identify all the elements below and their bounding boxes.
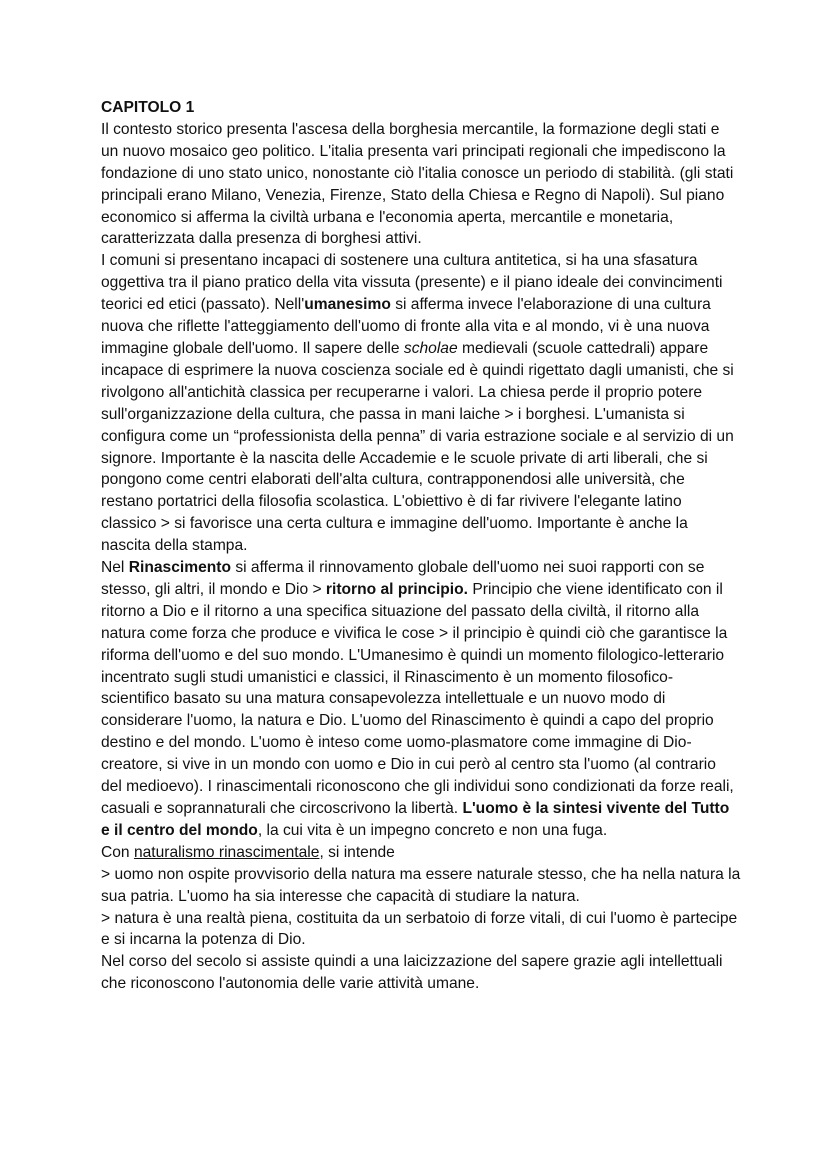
term-rinascimento: Rinascimento xyxy=(128,559,231,577)
chapter-heading: CAPITOLO 1 xyxy=(101,99,195,116)
term-naturalismo-rinascimentale: naturalismo rinascimentale xyxy=(133,843,320,861)
bullet-uomo: > uomo non ospite provvisorio della natura ma essere naturale stesso, che ha nella natura la sua patria. L'uomo ha sia interesse che capacità di studiare la natura. xyxy=(101,865,741,905)
text-run: , la cui vita è un impegno concreto e non una fuga. xyxy=(257,821,608,839)
bullet-natura: > natura è una realtà piena, costituita da un serbatoio di forze vitali, di cui l'uomo è partecipe e si incarna la potenza di Dio. xyxy=(101,909,738,949)
text-run: si afferma invece l'elaborazione di una cultura nuova che riflette l'atteggiamento dell'uomo di fronte alla vita e al mondo, vi è una nuova immagine globale dell'uomo. Il sapere delle xyxy=(101,296,711,357)
paragraph-humanism xyxy=(101,250,741,557)
text-run: medievali (scuole cattedrali) appare incapace di esprimere la nuova coscienza sociale ed è quindi rigettato dagli umanisti, che si rivolgono all'antichità classica per recuperarne i valori. La chiesa perde il proprio potere sull'organizzazione della cultura, che passa in mani laiche > i borghesi. L'umanista si configura come un “professionista della penna” di varia estrazione sociale e al servizio di un signore. Importante è la nascita delle Accademie e le scuole private di arti liberali, che si pongono come centri elaborati dell'alta cultura, contrapponendosi alle università, che restano portatrici della filosofia scolastica. L'obiettivo è di far rivivere l'elegante latino classico > si favorisce una certa cultura e immagine dell'uomo. Importante è anche la nascita della stampa. xyxy=(101,339,734,555)
paragraph-naturalism-intro xyxy=(101,842,741,864)
text-run: , si intende xyxy=(319,843,395,861)
text-run: Con xyxy=(101,843,134,861)
text-run: I comuni si presentano incapaci di sostenere una cultura antitetica, si ha una sfasatura oggettiva tra il piano pratico della vita vissuta (presente) e il piano ideale dei convincimenti teorici ed etici (passato). Nell' xyxy=(101,252,723,314)
text-run: si afferma il rinnovamento globale dell'uomo nei suoi rapporti con se stesso, gli altri, il mondo e Dio > xyxy=(101,559,705,598)
text-run: Nel xyxy=(101,559,129,577)
term-umanesimo: umanesimo xyxy=(304,296,391,314)
term-scholae: scholae xyxy=(403,339,458,357)
paragraph-renaissance xyxy=(101,557,741,842)
term-ritorno-al-principio: ritorno al principio. xyxy=(325,580,469,598)
document-page xyxy=(101,97,741,995)
text-run: Principio che viene identificato con il ritorno a Dio e il ritorno a una specifica situazione del passato della civiltà, il ritorno alla natura come forza che produce e vivifica le cose > il principio è quindi ciò che garantisce la riforma dell'uomo e del suo mondo. L'Umanesimo è quindi un momento filologico-letterario incentrato sugli studi umanistici e classici, il Rinascimento è un momento filosofico-scientifico basato su una matura consapevolezza intellettuale e un nuovo modo di considerare l'uomo, la natura e Dio. L'uomo del Rinascimento è quindi a capo del proprio destino e del mondo. L'uomo è inteso come uomo-plasmatore come immagine di Dio-creatore, si vive in un mondo con uomo e Dio in cui però al centro sta l'uomo (al contrario del medioevo). I rinascimentali riconoscono che gli individui sono condizionati da forze reali, casuali e soprannaturali che circoscrivono la libertà. xyxy=(101,580,734,817)
paragraph-historical-context: Il contesto storico presenta l'ascesa della borghesia mercantile, la formazione degli stati e un nuovo mosaico geo politico. L'italia presenta vari principati regionali che impediscono la fondazione di uno stato unico, nonostante ciò l'italia conosce un periodo di stabilità. (gli stati principali erano Milano, Venezia, Firenze, Stato della Chiesa e Regno di Napoli). Sul piano economico si afferma la civiltà urbana e l'economia aperta, mercantile e monetaria, caratterizzata dalla presenza di borghesi attivi. xyxy=(101,120,734,248)
key-statement: L'uomo è la sintesi vivente del Tutto e il centro del mondo xyxy=(101,800,730,839)
paragraph-conclusion: Nel corso del secolo si assiste quindi a una laicizzazione del sapere grazie agli intellettuali che riconoscono l'autonomia delle varie attività umane. xyxy=(101,953,723,993)
